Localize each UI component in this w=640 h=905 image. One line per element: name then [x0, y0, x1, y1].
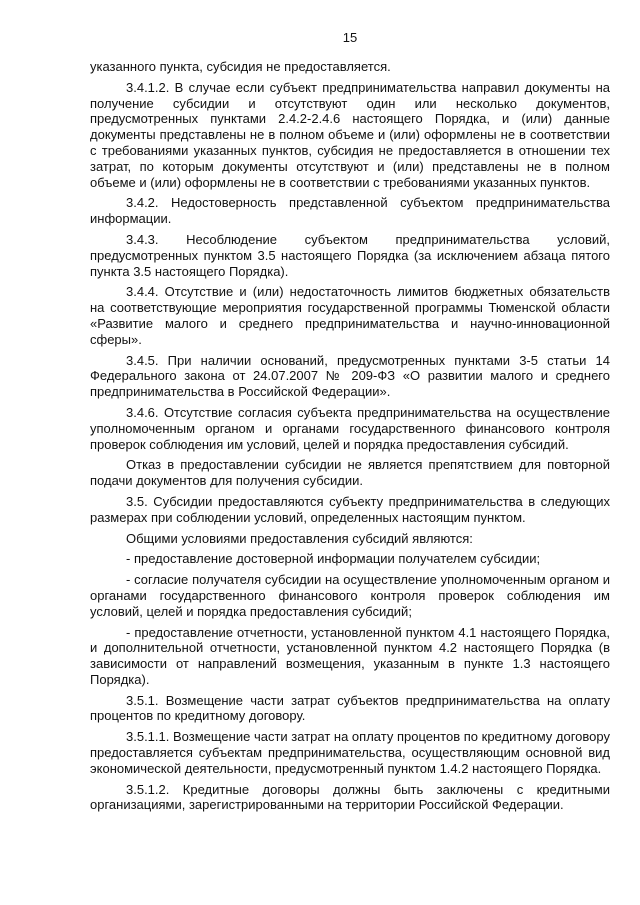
page-number: 15: [342, 30, 358, 45]
paragraph-3-5: 3.5. Субсидии предоставляются субъекту предпринимательства в следующих размерах при соблюдении условий, определенных настоящим пунктом.: [90, 493, 610, 525]
paragraph-3-4-5: 3.4.5. При наличии оснований, предусмотренных пунктами 3-5 статьи 14 Федерального закона от 24.07.2007 № 209-ФЗ «О развитии малого и среднего предпринимательства в Российской Федерации».: [90, 352, 610, 400]
paragraph-general-conditions: Общими условиями предоставления субсидий являются:: [126, 530, 473, 546]
paragraph-3-4-4: 3.4.4. Отсутствие и (или) недостаточность лимитов бюджетных обязательств на соответствующие мероприятия государственной программы Тюменской области «Развитие малого и среднего предпринимательства и научно-инновационной сферы».: [90, 284, 610, 347]
list-item-reliable-info: - предоставление достоверной информации получателем субсидии;: [126, 551, 541, 567]
paragraph-continuation: указанного пункта, субсидия не предоставляется.: [90, 59, 391, 74]
paragraph-3-5-1-1: 3.5.1.1. Возмещение части затрат на оплату процентов по кредитному договору предоставляется субъектам предпринимательства, осуществляющим основной вид экономической деятельности, предусмотренный пунктом 1.4.2 настоящего Порядка.: [90, 729, 610, 776]
list-item-consent: - согласие получателя субсидии на осуществление уполномоченным органом и органами государственного финансового контроля проверок соблюдения им условий, целей и порядка предоставления субсидий;: [90, 572, 610, 619]
paragraph-3-5-1: 3.5.1. Возмещение части затрат субъектов предпринимательства на оплату процентов по кредитному договору.: [90, 692, 610, 724]
paragraph-3-4-2: 3.4.2. Недостоверность представленной субъектом предпринимательства информации.: [90, 195, 610, 227]
paragraph-refusal-note: Отказ в предоставлении субсидии не является препятствием для повторной подачи документов для получения субсидии.: [90, 457, 610, 489]
paragraph-3-4-3: 3.4.3. Несоблюдение субъектом предпринимательства условий, предусмотренных пунктом 3.5 настоящего Порядка (за исключением абзаца пятого пункта 3.5 настоящего Порядка).: [90, 231, 610, 279]
paragraph-3-4-6: 3.4.6. Отсутствие согласия субъекта предпринимательства на осуществление уполномоченным органом и органами государственного финансового контроля проверок соблюдения им условий, целей и порядка предоставления субсидий.: [90, 404, 610, 452]
paragraph-3-5-1-2: 3.5.1.2. Кредитные договоры должны быть заключены с кредитными организациями, зарегистрированными на территории Российской Федерации.: [90, 781, 610, 813]
paragraph-3-4-1-2: 3.4.1.2. В случае если субъект предпринимательства направил документы на получение субсидии и отсутствуют один или несколько документов, предусмотренных пунктами 2.4.2-2.4.6 настоящего Порядка, и (или) данные документы представлены не в полном объеме и (или) оформлены не в соответствии с требованиями указанных пунктов, субсидия не предоставляется в отношении тех затрат, по которым документы отсутствуют и (или) представлены не в полном объеме и (или) оформлены не в соответствии с требованиями указанных пунктов.: [90, 79, 610, 190]
list-item-reporting: - предоставление отчетности, установленной пунктом 4.1 настоящего Порядка, и дополнительной отчетности, установленной пунктом 4.2 настоящего Порядка (в зависимости от направлений возмещения, указанным в пункте 1.3 настоящего Порядка).: [90, 624, 610, 687]
